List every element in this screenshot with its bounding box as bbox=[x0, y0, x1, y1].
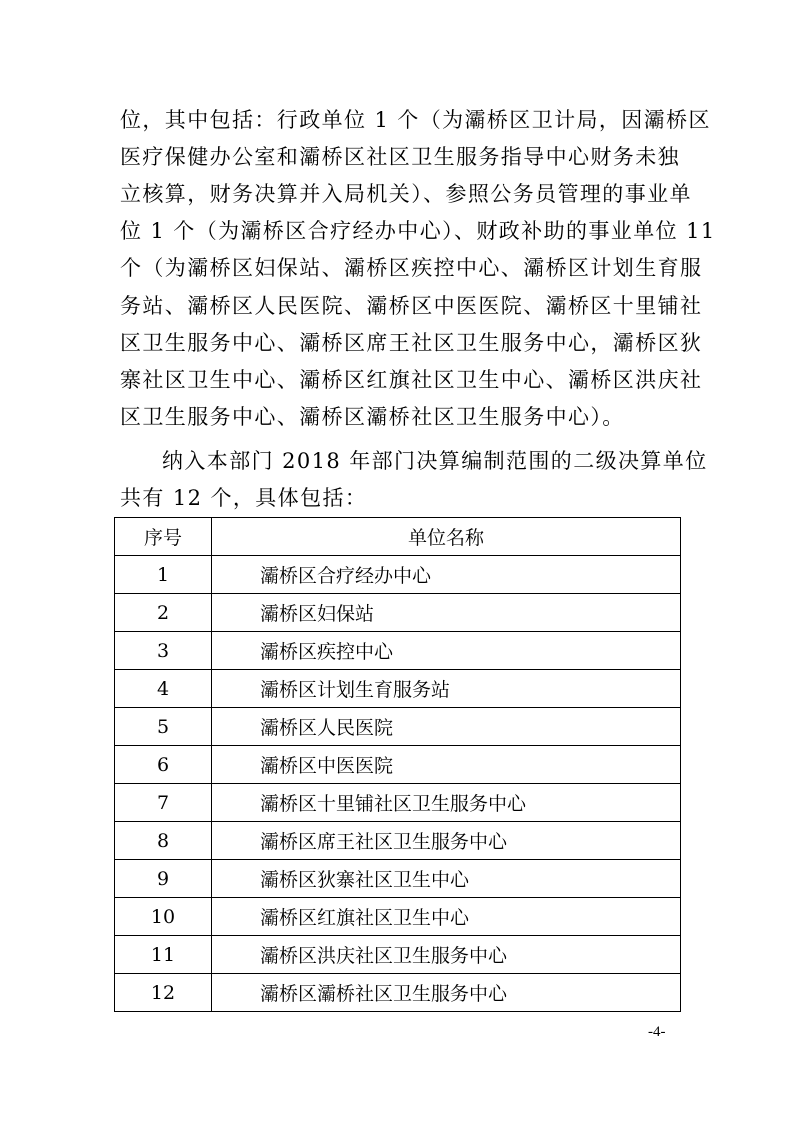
row-unit-name: 灞桥区狄寨社区卫生中心 bbox=[212, 860, 681, 898]
row-serial-number: 9 bbox=[115, 860, 212, 898]
page-number: -4- bbox=[648, 1024, 666, 1040]
table-row bbox=[115, 898, 681, 936]
body-line-7: 区卫生服务中心、灞桥区席王社区卫生服务中心，灞桥区狄 bbox=[120, 331, 703, 355]
body-line-2: 医疗保健办公室和灞桥区社区卫生服务指导中心财务未独 bbox=[120, 145, 680, 169]
row-serial-number: 2 bbox=[115, 594, 212, 632]
table-row bbox=[115, 974, 681, 1012]
row-unit-name: 灞桥区红旗社区卫生中心 bbox=[212, 898, 681, 936]
row-unit-name: 灞桥区人民医院 bbox=[212, 708, 681, 746]
table-row bbox=[115, 746, 681, 784]
row-serial-number: 3 bbox=[115, 632, 212, 670]
row-serial-number: 6 bbox=[115, 746, 212, 784]
row-unit-name: 灞桥区疾控中心 bbox=[212, 632, 681, 670]
body-line-1: 位，其中包括：行政单位 1 个（为灞桥区卫计局，因灞桥区 bbox=[120, 108, 711, 132]
row-unit-name: 灞桥区妇保站 bbox=[212, 594, 681, 632]
row-unit-name: 灞桥区计划生育服务站 bbox=[212, 670, 681, 708]
row-unit-name: 灞桥区灞桥社区卫生服务中心 bbox=[212, 974, 681, 1012]
row-serial-number: 11 bbox=[115, 936, 212, 974]
row-serial-number: 4 bbox=[115, 670, 212, 708]
table-row bbox=[115, 670, 681, 708]
row-serial-number: 8 bbox=[115, 822, 212, 860]
row-unit-name: 灞桥区席王社区卫生服务中心 bbox=[212, 822, 681, 860]
row-unit-name: 灞桥区中医医院 bbox=[212, 746, 681, 784]
table-row bbox=[115, 860, 681, 898]
row-serial-number: 7 bbox=[115, 784, 212, 822]
body-line-6: 务站、灞桥区人民医院、灞桥区中医医院、灞桥区十里铺社 bbox=[120, 294, 703, 318]
unit-table bbox=[114, 517, 681, 1012]
table-row bbox=[115, 556, 681, 594]
row-serial-number: 12 bbox=[115, 974, 212, 1012]
body-line-8: 寨社区卫生中心、灞桥区红旗社区卫生中心、灞桥区洪庆社 bbox=[120, 368, 703, 392]
table-row bbox=[115, 784, 681, 822]
row-serial-number: 1 bbox=[115, 556, 212, 594]
body-line-3: 立核算，财务决算并入局机关）、参照公务员管理的事业单 bbox=[120, 182, 692, 206]
table-row bbox=[115, 822, 681, 860]
table-row bbox=[115, 708, 681, 746]
table-row bbox=[115, 936, 681, 974]
row-unit-name: 灞桥区合疗经办中心 bbox=[212, 556, 681, 594]
body-line-11: 共有 12 个，具体包括： bbox=[120, 486, 368, 510]
row-serial-number: 5 bbox=[115, 708, 212, 746]
row-unit-name: 灞桥区洪庆社区卫生服务中心 bbox=[212, 936, 681, 974]
header-unit-name: 单位名称 bbox=[212, 518, 681, 556]
table-row bbox=[115, 632, 681, 670]
body-line-9: 区卫生服务中心、灞桥区灞桥社区卫生服务中心）。 bbox=[120, 405, 625, 429]
table-header-row bbox=[115, 518, 681, 556]
table-row bbox=[115, 594, 681, 632]
row-unit-name: 灞桥区十里铺社区卫生服务中心 bbox=[212, 784, 681, 822]
body-line-5: 个（为灞桥区妇保站、灞桥区疾控中心、灞桥区计划生育服 bbox=[120, 256, 703, 280]
row-serial-number: 10 bbox=[115, 898, 212, 936]
header-serial-number: 序号 bbox=[115, 518, 212, 556]
body-line-4: 位 1 个（为灞桥区合疗经办中心）、财政补助的事业单位 11 bbox=[120, 219, 716, 243]
body-line-10: 纳入本部门 2018 年部门决算编制范围的二级决算单位 bbox=[162, 449, 708, 473]
